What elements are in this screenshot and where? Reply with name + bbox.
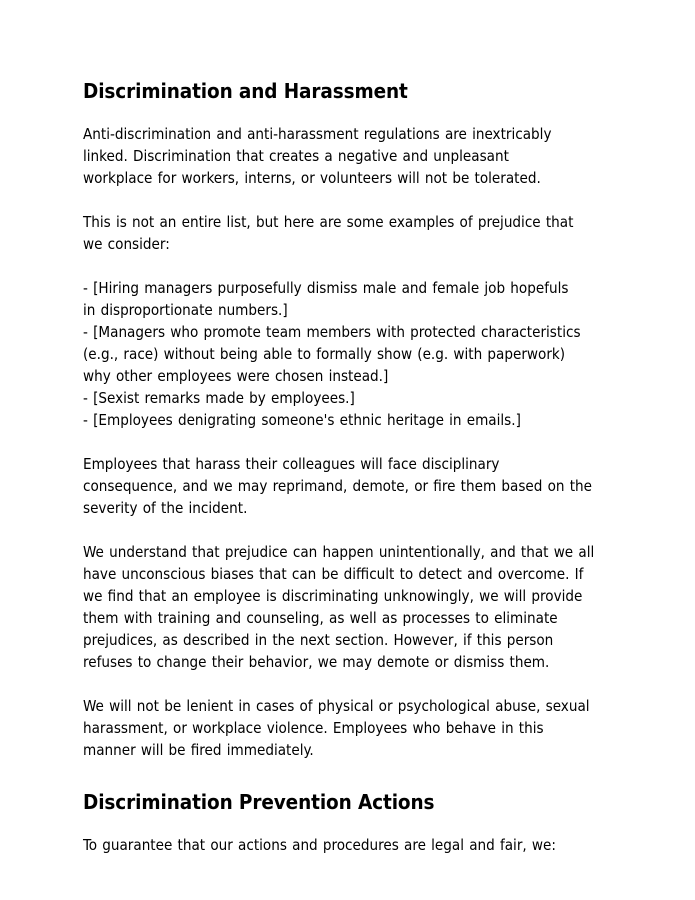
list-item: - [Sexist remarks made by employees.] [83,389,355,407]
examples-list [83,277,597,431]
list-item: - [Managers who promote team members with protected characteristics (e.g., race) without being able to formally show (e.g. with paperwork) why other employees were chosen instead.] [83,323,581,385]
paragraph-intro: Anti-discrimination and anti-harassment regulations are inextricably linked. Discrimination that creates a negative and unpleasant workplace for workers, interns, or volunteers will not be tolerated. [83,125,552,187]
paragraph-harassment-consequence: Employees that harass their colleagues will face disciplinary consequence, and we may reprimand, demote, or fire them based on the severity of the incident. [83,455,593,517]
list-item: - [Hiring managers purposefully dismiss male and female job hopefuls in disproportionate numbers.] [83,279,569,319]
page-title: Discrimination and Harassment [83,79,408,103]
paragraph-prevention-lead: To guarantee that our actions and procedures are legal and fair, we: [83,836,556,854]
paragraph-unconscious-bias: We understand that prejudice can happen unintentionally, and that we all have unconscious biases that can be difficult to detect and overcome. If we find that an employee is discriminating unknowingly, we will provide them with training and counseling, as well as processes to eliminate prejudices, as described in the next section. However, if this person refuses to change their behavior, we may demote or dismiss them. [83,543,595,671]
paragraph-examples-lead: This is not an entire list, but here are some examples of prejudice that we consider: [83,213,574,253]
list-item: - [Employees denigrating someone's ethnic heritage in emails.] [83,411,521,429]
paragraph-zero-tolerance: We will not be lenient in cases of physical or psychological abuse, sexual harassment, or workplace violence. Employees who behave in this manner will be fired immediately. [83,697,590,759]
section-title-prevention: Discrimination Prevention Actions [83,790,435,814]
